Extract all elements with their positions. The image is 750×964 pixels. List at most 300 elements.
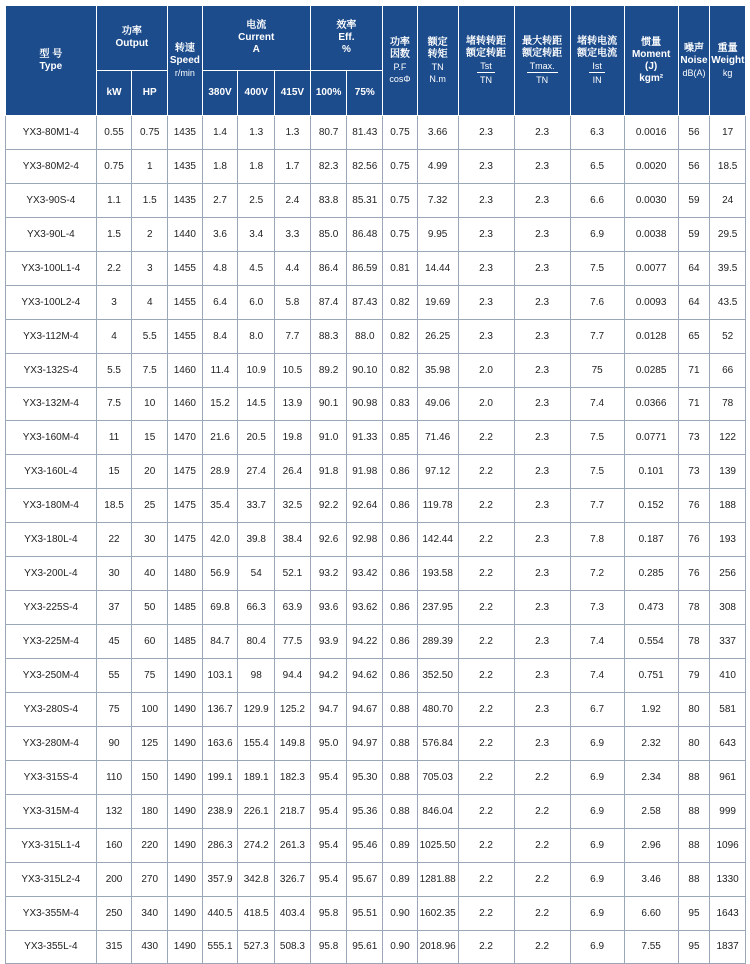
cell-tst-tn: 2.2 — [458, 896, 514, 930]
cell-current-400v: 1.3 — [238, 116, 275, 150]
cell-kw: 250 — [96, 896, 132, 930]
cell-noise: 71 — [678, 387, 710, 421]
cell-kw: 90 — [96, 726, 132, 760]
cell-kw: 1.5 — [96, 217, 132, 251]
cell-ist-in: 7.3 — [570, 591, 624, 625]
cell-power-factor: 0.86 — [383, 523, 418, 557]
cell-tmax-tn: 2.3 — [514, 319, 570, 353]
cell-type: YX3-100L1-4 — [6, 251, 97, 285]
cell-eff-100: 83.8 — [310, 183, 347, 217]
cell-current-415v: 13.9 — [275, 387, 311, 421]
cell-weight: 188 — [710, 489, 746, 523]
cell-power-factor: 0.82 — [383, 353, 418, 387]
cell-moment: 0.0016 — [624, 116, 678, 150]
cell-weight: 1837 — [710, 930, 746, 964]
cell-ist-in: 6.5 — [570, 149, 624, 183]
cell-moment: 2.96 — [624, 828, 678, 862]
cell-power-factor: 0.85 — [383, 421, 418, 455]
cell-hp: 1 — [132, 149, 168, 183]
header-eff-100: 100% — [310, 71, 347, 116]
cell-kw: 75 — [96, 692, 132, 726]
table-row — [6, 183, 746, 217]
cell-speed: 1490 — [168, 726, 203, 760]
cell-current-415v: 125.2 — [275, 692, 311, 726]
cell-current-400v: 27.4 — [238, 455, 275, 489]
cell-noise: 88 — [678, 862, 710, 896]
cell-tmax-tn: 2.3 — [514, 523, 570, 557]
cell-eff-75: 90.98 — [347, 387, 383, 421]
cell-eff-100: 95.4 — [310, 862, 347, 896]
table-row — [6, 794, 746, 828]
cell-weight: 43.5 — [710, 285, 746, 319]
cell-kw: 55 — [96, 659, 132, 693]
cell-eff-100: 92.6 — [310, 523, 347, 557]
cell-speed: 1485 — [168, 591, 203, 625]
cell-eff-100: 95.8 — [310, 930, 347, 964]
cell-kw: 37 — [96, 591, 132, 625]
cell-power-factor: 0.75 — [383, 183, 418, 217]
cell-tst-tn: 2.2 — [458, 828, 514, 862]
cell-eff-100: 95.8 — [310, 896, 347, 930]
header-efficiency: 效率 Eff. % — [310, 6, 382, 71]
cell-eff-100: 89.2 — [310, 353, 347, 387]
cell-eff-75: 95.46 — [347, 828, 383, 862]
cell-kw: 0.75 — [96, 149, 132, 183]
table-row — [6, 251, 746, 285]
cell-current-415v: 26.4 — [275, 455, 311, 489]
cell-speed: 1490 — [168, 794, 203, 828]
cell-weight: 961 — [710, 760, 746, 794]
cell-power-factor: 0.86 — [383, 557, 418, 591]
cell-current-400v: 3.4 — [238, 217, 275, 251]
cell-speed: 1435 — [168, 149, 203, 183]
cell-tmax-tn: 2.3 — [514, 285, 570, 319]
cell-current-400v: 80.4 — [238, 625, 275, 659]
cell-current-400v: 98 — [238, 659, 275, 693]
cell-rated-torque: 352.50 — [417, 659, 458, 693]
cell-power-factor: 0.86 — [383, 455, 418, 489]
cell-weight: 1643 — [710, 896, 746, 930]
cell-speed: 1485 — [168, 625, 203, 659]
table-row — [6, 659, 746, 693]
header-output: 功率 Output — [96, 6, 167, 71]
cell-weight: 17 — [710, 116, 746, 150]
cell-type: YX3-315L2-4 — [6, 862, 97, 896]
cell-kw: 2.2 — [96, 251, 132, 285]
cell-eff-75: 93.62 — [347, 591, 383, 625]
cell-type: YX3-355L-4 — [6, 930, 97, 964]
cell-moment: 0.0093 — [624, 285, 678, 319]
cell-eff-100: 82.3 — [310, 149, 347, 183]
cell-speed: 1460 — [168, 353, 203, 387]
cell-ist-in: 6.9 — [570, 726, 624, 760]
cell-type: YX3-225M-4 — [6, 625, 97, 659]
cell-moment: 0.0020 — [624, 149, 678, 183]
cell-type: YX3-90S-4 — [6, 183, 97, 217]
cell-eff-100: 87.4 — [310, 285, 347, 319]
cell-tmax-tn: 2.3 — [514, 251, 570, 285]
cell-ist-in: 7.5 — [570, 251, 624, 285]
cell-eff-100: 93.6 — [310, 591, 347, 625]
cell-rated-torque: 97.12 — [417, 455, 458, 489]
cell-weight: 256 — [710, 557, 746, 591]
cell-hp: 25 — [132, 489, 168, 523]
header-415v: 415V — [275, 71, 311, 116]
cell-type: YX3-112M-4 — [6, 319, 97, 353]
cell-hp: 0.75 — [132, 116, 168, 150]
cell-ist-in: 6.6 — [570, 183, 624, 217]
cell-speed: 1490 — [168, 896, 203, 930]
cell-current-380v: 440.5 — [202, 896, 238, 930]
cell-power-factor: 0.75 — [383, 149, 418, 183]
cell-tst-tn: 2.2 — [458, 489, 514, 523]
cell-eff-100: 90.1 — [310, 387, 347, 421]
cell-tst-tn: 2.2 — [458, 862, 514, 896]
table-row — [6, 862, 746, 896]
cell-hp: 5.5 — [132, 319, 168, 353]
cell-current-400v: 33.7 — [238, 489, 275, 523]
cell-rated-torque: 576.84 — [417, 726, 458, 760]
cell-speed: 1475 — [168, 455, 203, 489]
cell-rated-torque: 480.70 — [417, 692, 458, 726]
cell-kw: 315 — [96, 930, 132, 964]
cell-hp: 75 — [132, 659, 168, 693]
cell-moment: 7.55 — [624, 930, 678, 964]
cell-kw: 18.5 — [96, 489, 132, 523]
cell-rated-torque: 705.03 — [417, 760, 458, 794]
cell-current-400v: 274.2 — [238, 828, 275, 862]
cell-speed: 1455 — [168, 285, 203, 319]
table-row — [6, 319, 746, 353]
cell-rated-torque: 1025.50 — [417, 828, 458, 862]
cell-noise: 88 — [678, 760, 710, 794]
cell-current-400v: 54 — [238, 557, 275, 591]
cell-weight: 410 — [710, 659, 746, 693]
cell-type: YX3-180L-4 — [6, 523, 97, 557]
cell-weight: 52 — [710, 319, 746, 353]
cell-current-380v: 136.7 — [202, 692, 238, 726]
cell-current-380v: 28.9 — [202, 455, 238, 489]
cell-rated-torque: 4.99 — [417, 149, 458, 183]
cell-power-factor: 0.82 — [383, 285, 418, 319]
cell-moment: 2.32 — [624, 726, 678, 760]
cell-current-415v: 10.5 — [275, 353, 311, 387]
cell-moment: 0.0771 — [624, 421, 678, 455]
cell-hp: 180 — [132, 794, 168, 828]
cell-ist-in: 6.9 — [570, 828, 624, 862]
cell-hp: 30 — [132, 523, 168, 557]
cell-hp: 125 — [132, 726, 168, 760]
cell-type: YX3-250M-4 — [6, 659, 97, 693]
table-row — [6, 285, 746, 319]
cell-weight: 29.5 — [710, 217, 746, 251]
cell-current-380v: 4.8 — [202, 251, 238, 285]
cell-type: YX3-315M-4 — [6, 794, 97, 828]
cell-type: YX3-315S-4 — [6, 760, 97, 794]
cell-eff-100: 95.4 — [310, 794, 347, 828]
cell-tmax-tn: 2.3 — [514, 217, 570, 251]
header-kw: kW — [96, 71, 132, 116]
cell-eff-75: 95.51 — [347, 896, 383, 930]
cell-eff-75: 86.48 — [347, 217, 383, 251]
cell-current-380v: 1.4 — [202, 116, 238, 150]
header-hp: HP — [132, 71, 168, 116]
cell-noise: 59 — [678, 183, 710, 217]
cell-tmax-tn: 2.2 — [514, 896, 570, 930]
cell-power-factor: 0.86 — [383, 659, 418, 693]
cell-ist-in: 7.4 — [570, 625, 624, 659]
header-400v: 400V — [238, 71, 275, 116]
cell-power-factor: 0.75 — [383, 217, 418, 251]
cell-hp: 60 — [132, 625, 168, 659]
cell-power-factor: 0.86 — [383, 625, 418, 659]
cell-moment: 0.554 — [624, 625, 678, 659]
cell-type: YX3-315L1-4 — [6, 828, 97, 862]
cell-tst-tn: 2.2 — [458, 421, 514, 455]
cell-eff-75: 86.59 — [347, 251, 383, 285]
cell-hp: 270 — [132, 862, 168, 896]
cell-hp: 3 — [132, 251, 168, 285]
cell-current-380v: 11.4 — [202, 353, 238, 387]
cell-kw: 3 — [96, 285, 132, 319]
cell-ist-in: 6.9 — [570, 794, 624, 828]
cell-power-factor: 0.90 — [383, 930, 418, 964]
cell-rated-torque: 26.25 — [417, 319, 458, 353]
cell-eff-75: 95.67 — [347, 862, 383, 896]
table-row — [6, 760, 746, 794]
cell-power-factor: 0.88 — [383, 794, 418, 828]
cell-current-380v: 42.0 — [202, 523, 238, 557]
cell-current-380v: 15.2 — [202, 387, 238, 421]
cell-ist-in: 6.9 — [570, 217, 624, 251]
cell-type: YX3-132M-4 — [6, 387, 97, 421]
cell-eff-75: 90.10 — [347, 353, 383, 387]
cell-noise: 76 — [678, 523, 710, 557]
cell-current-415v: 1.7 — [275, 149, 311, 183]
cell-tmax-tn: 2.3 — [514, 659, 570, 693]
cell-current-380v: 8.4 — [202, 319, 238, 353]
cell-noise: 73 — [678, 421, 710, 455]
cell-hp: 100 — [132, 692, 168, 726]
cell-eff-75: 87.43 — [347, 285, 383, 319]
cell-rated-torque: 142.44 — [417, 523, 458, 557]
cell-current-400v: 8.0 — [238, 319, 275, 353]
cell-moment: 0.187 — [624, 523, 678, 557]
cell-moment: 0.285 — [624, 557, 678, 591]
cell-tmax-tn: 2.3 — [514, 625, 570, 659]
cell-power-factor: 0.75 — [383, 116, 418, 150]
cell-rated-torque: 9.95 — [417, 217, 458, 251]
cell-current-400v: 2.5 — [238, 183, 275, 217]
cell-current-380v: 103.1 — [202, 659, 238, 693]
cell-tmax-tn: 2.3 — [514, 692, 570, 726]
cell-ist-in: 7.2 — [570, 557, 624, 591]
cell-weight: 139 — [710, 455, 746, 489]
cell-power-factor: 0.88 — [383, 692, 418, 726]
cell-tst-tn: 2.3 — [458, 183, 514, 217]
cell-ist-in: 7.5 — [570, 455, 624, 489]
cell-kw: 15 — [96, 455, 132, 489]
cell-eff-100: 94.2 — [310, 659, 347, 693]
cell-eff-100: 91.0 — [310, 421, 347, 455]
header-current: 电流 Current A — [202, 6, 310, 71]
cell-eff-75: 82.56 — [347, 149, 383, 183]
cell-ist-in: 6.9 — [570, 862, 624, 896]
cell-kw: 5.5 — [96, 353, 132, 387]
header-weight: 重量 Weight kg — [710, 6, 746, 116]
cell-current-400v: 1.8 — [238, 149, 275, 183]
table-row — [6, 421, 746, 455]
cell-current-415v: 94.4 — [275, 659, 311, 693]
cell-hp: 7.5 — [132, 353, 168, 387]
cell-kw: 0.55 — [96, 116, 132, 150]
cell-ist-in: 75 — [570, 353, 624, 387]
cell-rated-torque: 71.46 — [417, 421, 458, 455]
cell-type: YX3-80M1-4 — [6, 116, 97, 150]
cell-moment: 0.0366 — [624, 387, 678, 421]
cell-eff-75: 91.98 — [347, 455, 383, 489]
cell-tmax-tn: 2.3 — [514, 387, 570, 421]
header-type: 型 号 Type — [6, 6, 97, 116]
cell-current-380v: 2.7 — [202, 183, 238, 217]
cell-current-380v: 357.9 — [202, 862, 238, 896]
cell-weight: 643 — [710, 726, 746, 760]
cell-eff-75: 81.43 — [347, 116, 383, 150]
cell-current-380v: 35.4 — [202, 489, 238, 523]
cell-current-415v: 77.5 — [275, 625, 311, 659]
cell-current-380v: 199.1 — [202, 760, 238, 794]
cell-type: YX3-160M-4 — [6, 421, 97, 455]
cell-current-415v: 218.7 — [275, 794, 311, 828]
table-row — [6, 116, 746, 150]
cell-ist-in: 7.4 — [570, 387, 624, 421]
cell-rated-torque: 119.78 — [417, 489, 458, 523]
table-row — [6, 387, 746, 421]
cell-eff-75: 91.33 — [347, 421, 383, 455]
table-row — [6, 726, 746, 760]
cell-tmax-tn: 2.2 — [514, 828, 570, 862]
table-row — [6, 523, 746, 557]
table-row — [6, 591, 746, 625]
cell-eff-75: 94.62 — [347, 659, 383, 693]
cell-noise: 71 — [678, 353, 710, 387]
cell-noise: 88 — [678, 794, 710, 828]
cell-tst-tn: 2.2 — [458, 726, 514, 760]
header-speed: 转速 Speed r/min — [168, 6, 203, 116]
cell-ist-in: 7.6 — [570, 285, 624, 319]
table-row — [6, 217, 746, 251]
motor-spec-table — [5, 5, 746, 964]
cell-ist-in: 6.9 — [570, 896, 624, 930]
cell-ist-in: 6.7 — [570, 692, 624, 726]
cell-tmax-tn: 2.2 — [514, 862, 570, 896]
table-header — [6, 6, 746, 116]
cell-speed: 1480 — [168, 557, 203, 591]
table-row — [6, 896, 746, 930]
cell-tst-tn: 2.3 — [458, 149, 514, 183]
cell-moment: 0.152 — [624, 489, 678, 523]
cell-tst-tn: 2.2 — [458, 760, 514, 794]
cell-tst-tn: 2.2 — [458, 930, 514, 964]
cell-eff-100: 95.0 — [310, 726, 347, 760]
cell-power-factor: 0.89 — [383, 862, 418, 896]
cell-kw: 30 — [96, 557, 132, 591]
cell-speed: 1455 — [168, 251, 203, 285]
cell-ist-in: 7.8 — [570, 523, 624, 557]
cell-rated-torque: 237.95 — [417, 591, 458, 625]
header-moment: 惯量 Moment (J) kgm² — [624, 6, 678, 116]
cell-tst-tn: 2.2 — [458, 794, 514, 828]
cell-speed: 1490 — [168, 828, 203, 862]
cell-current-380v: 555.1 — [202, 930, 238, 964]
cell-current-415v: 63.9 — [275, 591, 311, 625]
cell-eff-75: 95.30 — [347, 760, 383, 794]
cell-speed: 1435 — [168, 183, 203, 217]
cell-hp: 20 — [132, 455, 168, 489]
cell-current-400v: 4.5 — [238, 251, 275, 285]
cell-eff-100: 85.0 — [310, 217, 347, 251]
cell-power-factor: 0.82 — [383, 319, 418, 353]
cell-eff-75: 85.31 — [347, 183, 383, 217]
cell-moment: 0.0030 — [624, 183, 678, 217]
cell-noise: 59 — [678, 217, 710, 251]
cell-moment: 2.34 — [624, 760, 678, 794]
cell-noise: 64 — [678, 251, 710, 285]
table-row — [6, 353, 746, 387]
cell-current-415v: 4.4 — [275, 251, 311, 285]
cell-weight: 193 — [710, 523, 746, 557]
cell-current-415v: 19.8 — [275, 421, 311, 455]
cell-type: YX3-280M-4 — [6, 726, 97, 760]
cell-kw: 200 — [96, 862, 132, 896]
table-body — [6, 116, 746, 964]
cell-tst-tn: 2.2 — [458, 591, 514, 625]
cell-current-400v: 129.9 — [238, 692, 275, 726]
cell-eff-100: 95.4 — [310, 760, 347, 794]
cell-type: YX3-90L-4 — [6, 217, 97, 251]
cell-speed: 1440 — [168, 217, 203, 251]
cell-noise: 56 — [678, 149, 710, 183]
cell-power-factor: 0.86 — [383, 489, 418, 523]
cell-eff-75: 92.64 — [347, 489, 383, 523]
cell-kw: 45 — [96, 625, 132, 659]
cell-weight: 18.5 — [710, 149, 746, 183]
cell-current-380v: 56.9 — [202, 557, 238, 591]
cell-hp: 50 — [132, 591, 168, 625]
cell-noise: 76 — [678, 557, 710, 591]
cell-eff-100: 80.7 — [310, 116, 347, 150]
cell-hp: 15 — [132, 421, 168, 455]
cell-speed: 1490 — [168, 659, 203, 693]
cell-kw: 7.5 — [96, 387, 132, 421]
cell-kw: 160 — [96, 828, 132, 862]
cell-tmax-tn: 2.3 — [514, 116, 570, 150]
cell-ist-in: 6.9 — [570, 760, 624, 794]
cell-power-factor: 0.90 — [383, 896, 418, 930]
cell-weight: 1330 — [710, 862, 746, 896]
cell-tst-tn: 2.3 — [458, 285, 514, 319]
cell-eff-75: 92.98 — [347, 523, 383, 557]
cell-hp: 1.5 — [132, 183, 168, 217]
cell-rated-torque: 35.98 — [417, 353, 458, 387]
cell-tst-tn: 2.2 — [458, 692, 514, 726]
header-noise: 噪声 Noise dB(A) — [678, 6, 710, 116]
cell-noise: 78 — [678, 625, 710, 659]
cell-current-400v: 418.5 — [238, 896, 275, 930]
cell-tmax-tn: 2.2 — [514, 794, 570, 828]
cell-current-415v: 7.7 — [275, 319, 311, 353]
cell-moment: 2.58 — [624, 794, 678, 828]
